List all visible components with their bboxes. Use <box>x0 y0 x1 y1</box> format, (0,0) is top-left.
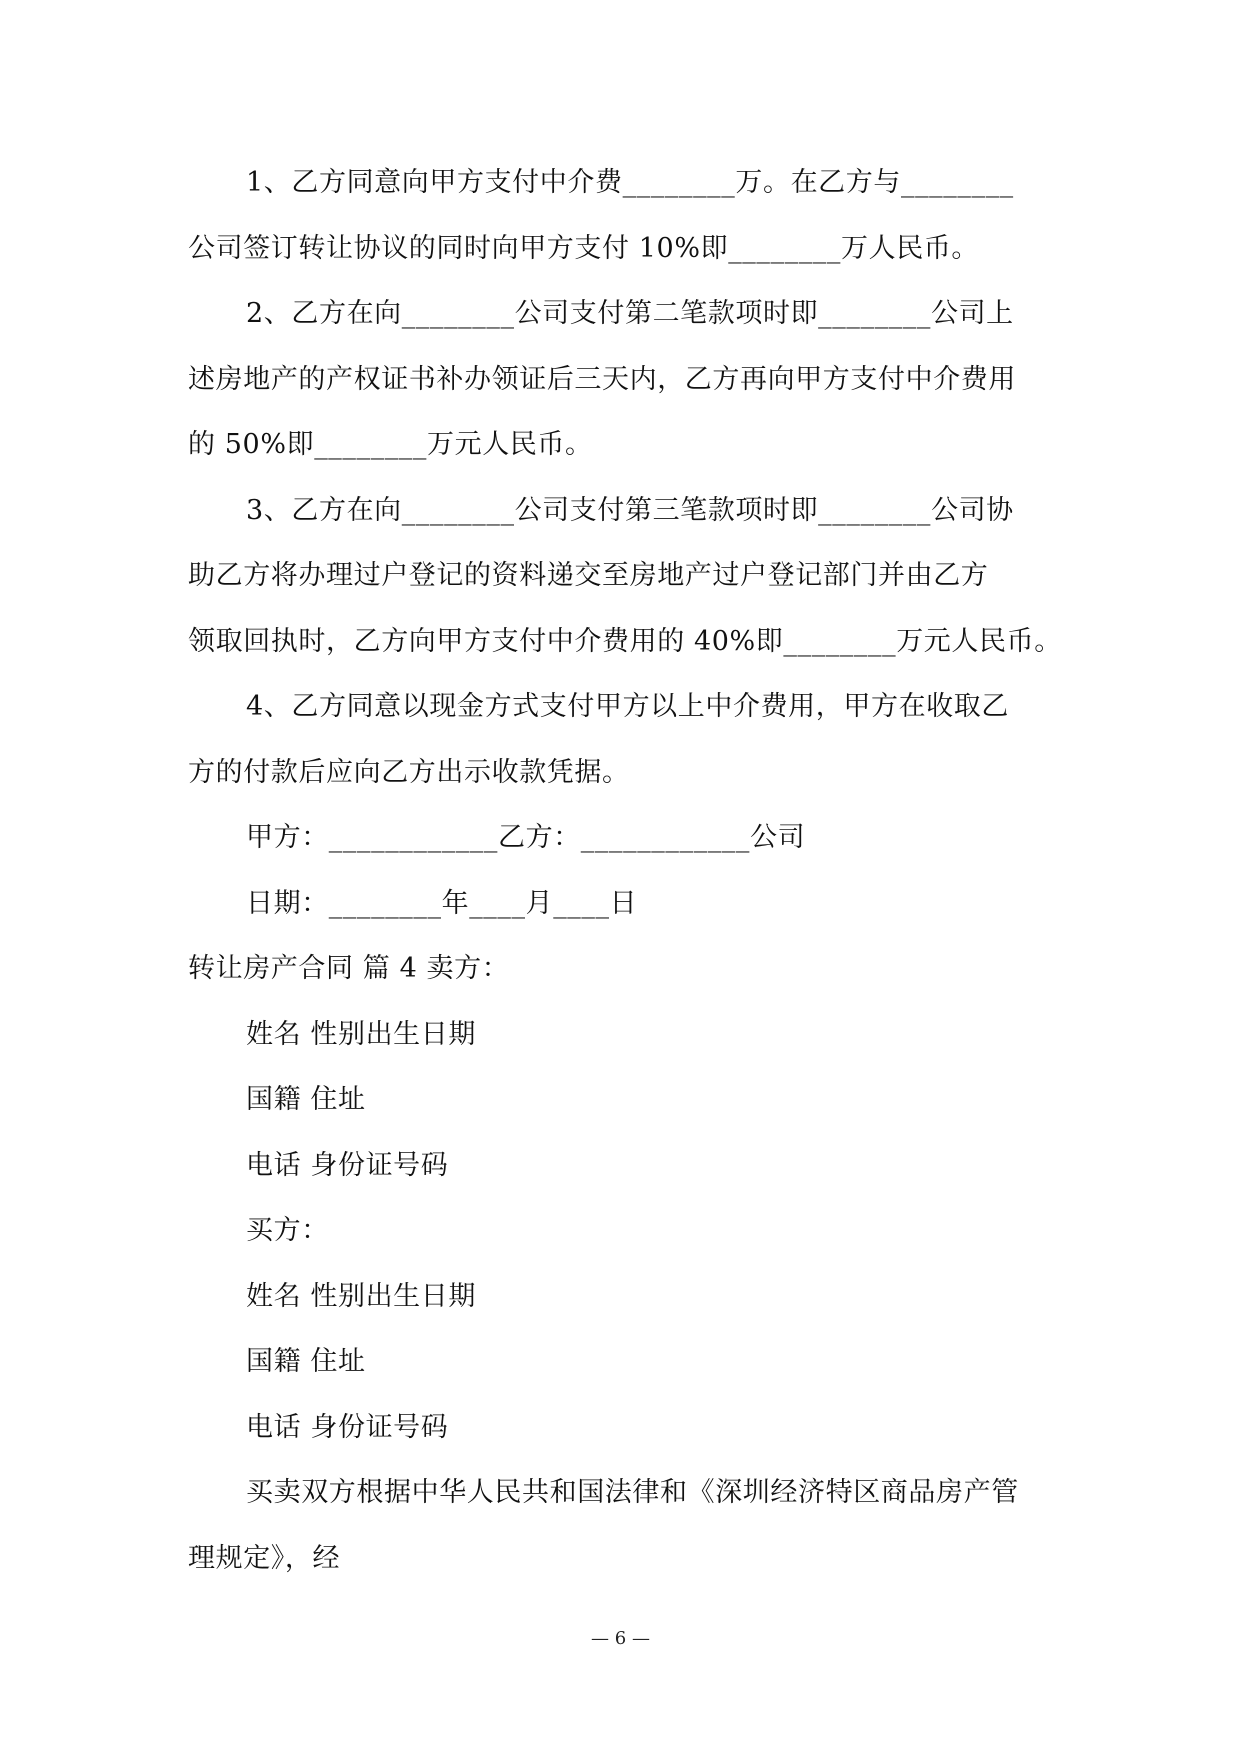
section-heading: 转让房产合同 篇 4 卖方： <box>188 953 510 984</box>
seller-nationality-row: 国籍 住址 <box>246 1084 366 1115</box>
clause-3-line-2: 助乙方将办理过户登记的资料递交至房地产过户登记部门并由乙方 <box>188 560 989 591</box>
clause-4-line-1: 4、乙方同意以现金方式支付甲方以上中介费用，甲方在收取乙 <box>246 691 1009 722</box>
buyer-heading: 买方： <box>246 1215 329 1246</box>
clause-1-line-1: 1、乙方同意向甲方支付中介费________万。在乙方与________ <box>246 167 1014 198</box>
seller-phone-row: 电话 身份证号码 <box>246 1149 449 1181</box>
clause-3-line-1: 3、乙方在向________公司支付第三笔款项时即________公司协 <box>246 494 1014 526</box>
clause-2-line-2: 述房地产的产权证书补办领证后三天内，乙方再向甲方支付中介费用 <box>188 363 1016 395</box>
clause-2-line-1: 2、乙方在向________公司支付第二笔款项时即________公司上 <box>246 298 1014 329</box>
preamble-line-1: 买卖双方根据中华人民共和国法律和《深圳经济特区商品房产管 <box>246 1477 1019 1508</box>
buyer-nationality-row: 国籍 住址 <box>246 1346 366 1377</box>
page-number: — 6 — <box>591 1628 650 1649</box>
clause-3-line-3: 领取回执时，乙方向甲方支付中介费用的 40%即________万元人民币。 <box>188 625 1062 657</box>
signature-date: 日期：________年____月____日 <box>246 887 638 919</box>
signature-parties: 甲方：____________乙方：____________公司 <box>246 822 806 853</box>
buyer-phone-row: 电话 身份证号码 <box>246 1411 449 1443</box>
buyer-name-row: 姓名 性别出生日期 <box>246 1280 476 1312</box>
document-body <box>188 150 1062 1591</box>
seller-name-row: 姓名 性别出生日期 <box>246 1018 476 1050</box>
clause-4-line-2: 方的付款后应向乙方出示收款凭据。 <box>188 756 630 788</box>
clause-1-line-2: 公司签订转让协议的同时向甲方支付 10%即________万人民币。 <box>188 232 979 264</box>
preamble-line-2: 理规定》，经 <box>188 1542 341 1574</box>
clause-2-line-3: 的 50%即________万元人民币。 <box>188 429 593 460</box>
